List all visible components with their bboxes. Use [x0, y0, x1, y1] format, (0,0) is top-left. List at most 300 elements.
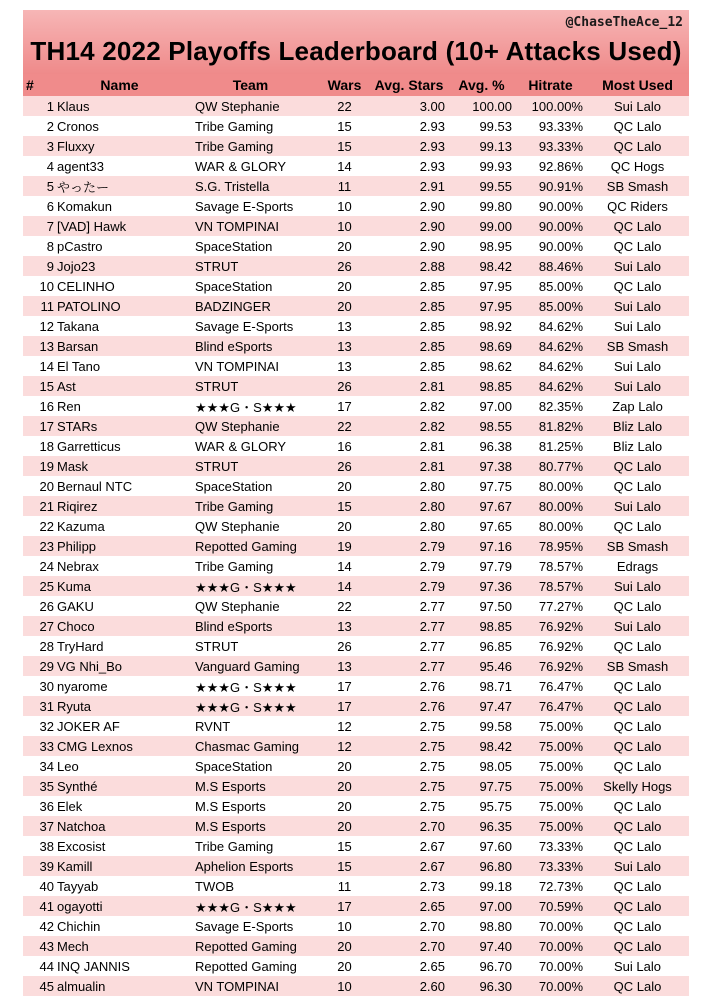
cell-most-used: Edrags	[616, 558, 659, 574]
cell-team: ★★★G・S★★★	[195, 699, 297, 715]
cell-hitrate: 84.62%	[538, 358, 583, 374]
cell-avg-percent: 99.53	[479, 118, 512, 134]
cell-hitrate: 90.91%	[538, 178, 583, 194]
cell-avg-percent: 96.35	[479, 818, 512, 834]
table-header	[23, 74, 689, 96]
cell-name: Leo	[57, 758, 79, 774]
cell-team: Tribe Gaming	[195, 558, 274, 574]
cell-hitrate: 70.00%	[538, 938, 583, 954]
cell-most-used: QC Lalo	[613, 978, 662, 994]
cell-wars: 22	[337, 98, 352, 114]
table-row	[23, 516, 689, 536]
cell-name: Synthé	[57, 778, 98, 794]
cell-wars: 10	[337, 918, 352, 934]
table-row	[23, 796, 689, 816]
cell-team: QW Stephanie	[195, 418, 280, 434]
table-row	[23, 696, 689, 716]
cell-hitrate: 85.00%	[538, 298, 583, 314]
cell-avg-stars: 2.67	[419, 858, 445, 874]
cell-name: ogayotti	[57, 898, 103, 914]
cell-avg-stars: 2.76	[419, 678, 445, 694]
table-row	[23, 556, 689, 576]
cell-avg-percent: 97.95	[479, 278, 512, 294]
table-row	[23, 296, 689, 316]
cell-avg-stars: 2.77	[419, 598, 445, 614]
cell-name: Bernaul NTC	[57, 478, 133, 494]
cell-name: Cronos	[57, 118, 99, 134]
cell-wars: 13	[337, 358, 352, 374]
table-row	[23, 836, 689, 856]
cell-avg-stars: 2.93	[419, 138, 445, 154]
cell-avg-stars: 2.76	[419, 698, 445, 714]
cell-hitrate: 85.00%	[538, 278, 583, 294]
cell-avg-percent: 99.18	[479, 878, 512, 894]
cell-hitrate: 84.62%	[538, 318, 583, 334]
author-handle: @ChaseTheAce_12	[565, 15, 683, 30]
cell-avg-percent: 97.75	[479, 778, 512, 794]
cell-avg-percent: 98.85	[479, 618, 512, 634]
cell-team: BADZINGER	[195, 298, 271, 314]
cell-avg-stars: 2.85	[419, 318, 445, 334]
cell-hitrate: 70.00%	[538, 978, 583, 994]
cell-name: Takana	[57, 318, 99, 334]
cell-avg-percent: 98.62	[479, 358, 512, 374]
table-row	[23, 376, 689, 396]
cell-most-used: Bliz Lalo	[612, 438, 663, 454]
cell-avg-percent: 99.80	[479, 198, 512, 214]
cell-rank: 44	[39, 958, 54, 974]
cell-wars: 17	[337, 398, 352, 414]
table-row	[23, 876, 689, 896]
cell-most-used: Sui Lalo	[614, 98, 661, 114]
cell-wars: 13	[337, 618, 352, 634]
table-body	[23, 96, 689, 996]
cell-avg-percent: 97.16	[479, 538, 512, 554]
cell-most-used: QC Lalo	[613, 678, 662, 694]
table-row	[23, 156, 689, 176]
cell-hitrate: 92.86%	[538, 158, 583, 174]
cell-wars: 10	[337, 978, 352, 994]
cell-name: Kazuma	[57, 518, 105, 534]
cell-avg-stars: 2.85	[419, 278, 445, 294]
cell-hitrate: 73.33%	[538, 838, 583, 854]
cell-avg-percent: 100.00	[472, 98, 512, 114]
cell-wars: 11	[337, 178, 352, 194]
cell-name: Klaus	[57, 98, 90, 114]
cell-wars: 13	[337, 338, 352, 354]
cell-rank: 40	[39, 878, 54, 894]
cell-avg-stars: 2.82	[419, 418, 445, 434]
cell-avg-percent: 97.00	[479, 398, 512, 414]
cell-team: Vanguard Gaming	[195, 658, 300, 674]
table-row	[23, 596, 689, 616]
cell-rank: 25	[39, 578, 54, 594]
cell-avg-stars: 2.90	[419, 218, 445, 234]
cell-wars: 15	[337, 138, 352, 154]
cell-avg-stars: 2.77	[419, 658, 445, 674]
cell-hitrate: 80.00%	[538, 478, 583, 494]
cell-wars: 17	[337, 698, 352, 714]
cell-hitrate: 75.00%	[538, 778, 583, 794]
cell-most-used: Sui Lalo	[614, 578, 661, 594]
cell-rank: 4	[46, 158, 54, 174]
cell-name: Philipp	[57, 538, 97, 554]
cell-hitrate: 75.00%	[538, 738, 583, 754]
cell-wars: 12	[337, 718, 352, 734]
cell-wars: 14	[337, 158, 352, 174]
cell-avg-stars: 2.93	[419, 158, 445, 174]
cell-avg-percent: 95.75	[479, 798, 512, 814]
cell-rank: 23	[39, 538, 54, 554]
cell-avg-percent: 98.05	[479, 758, 512, 774]
table-row	[23, 196, 689, 216]
cell-name: Elek	[57, 798, 83, 814]
cell-wars: 11	[337, 878, 352, 894]
cell-hitrate: 80.00%	[538, 498, 583, 514]
cell-avg-percent: 96.70	[479, 958, 512, 974]
cell-hitrate: 90.00%	[538, 238, 583, 254]
cell-avg-percent: 98.95	[479, 238, 512, 254]
cell-most-used: QC Lalo	[613, 218, 662, 234]
cell-avg-stars: 2.85	[419, 298, 445, 314]
cell-team: STRUT	[195, 258, 239, 274]
header-hitrate: Hitrate	[528, 77, 573, 93]
cell-rank: 28	[39, 638, 54, 654]
cell-name: CELINHO	[57, 278, 115, 294]
cell-name: Nebrax	[57, 558, 99, 574]
cell-avg-stars: 2.65	[419, 898, 445, 914]
cell-rank: 31	[39, 698, 54, 714]
cell-hitrate: 78.95%	[538, 538, 583, 554]
cell-name: Komakun	[57, 198, 112, 214]
cell-avg-percent: 98.69	[479, 338, 512, 354]
cell-most-used: QC Lalo	[613, 238, 662, 254]
cell-name: TryHard	[57, 638, 104, 654]
cell-hitrate: 75.00%	[538, 718, 583, 734]
cell-avg-stars: 3.00	[419, 98, 445, 114]
cell-team: QW Stephanie	[195, 518, 280, 534]
cell-avg-percent: 98.92	[479, 318, 512, 334]
cell-wars: 20	[337, 958, 352, 974]
cell-avg-percent: 99.93	[479, 158, 512, 174]
table-row	[23, 916, 689, 936]
cell-most-used: SB Smash	[606, 658, 669, 674]
cell-team: ★★★G・S★★★	[195, 679, 297, 695]
cell-avg-percent: 96.80	[479, 858, 512, 874]
cell-name: Ryuta	[57, 698, 91, 714]
header-name: Name	[100, 77, 139, 93]
cell-name: Mech	[57, 938, 89, 954]
cell-most-used: Sui Lalo	[614, 258, 661, 274]
cell-name: Kuma	[57, 578, 91, 594]
cell-rank: 24	[39, 558, 54, 574]
cell-rank: 37	[39, 818, 54, 834]
cell-name: Ast	[57, 378, 76, 394]
cell-most-used: Bliz Lalo	[612, 418, 663, 434]
cell-most-used: Sui Lalo	[614, 498, 661, 514]
cell-avg-stars: 2.85	[419, 338, 445, 354]
cell-most-used: QC Lalo	[613, 598, 662, 614]
cell-avg-percent: 98.85	[479, 378, 512, 394]
cell-rank: 19	[39, 458, 54, 474]
cell-hitrate: 78.57%	[538, 578, 583, 594]
cell-name: agent33	[57, 158, 104, 174]
cell-avg-percent: 97.65	[479, 518, 512, 534]
cell-hitrate: 75.00%	[538, 818, 583, 834]
cell-wars: 19	[337, 538, 352, 554]
header-avg-percent: Avg. %	[458, 77, 505, 93]
table-row	[23, 676, 689, 696]
cell-rank: 2	[46, 118, 54, 134]
cell-avg-stars: 2.80	[419, 478, 445, 494]
cell-name: STARs	[57, 418, 98, 434]
cell-team: Blind eSports	[195, 338, 273, 354]
table-row	[23, 736, 689, 756]
cell-avg-stars: 2.79	[419, 578, 445, 594]
cell-team: VN TOMPINAI	[195, 978, 280, 994]
cell-most-used: Sui Lalo	[614, 298, 661, 314]
cell-avg-percent: 99.55	[479, 178, 512, 194]
cell-team: Repotted Gaming	[195, 538, 297, 554]
cell-avg-percent: 97.40	[479, 938, 512, 954]
cell-name: [VAD] Hawk	[57, 218, 127, 234]
cell-team: ★★★G・S★★★	[195, 399, 297, 415]
cell-hitrate: 84.62%	[538, 378, 583, 394]
cell-name: Natchoa	[57, 818, 106, 834]
cell-avg-percent: 97.95	[479, 298, 512, 314]
cell-wars: 20	[337, 758, 352, 774]
cell-name: pCastro	[57, 238, 103, 254]
cell-hitrate: 72.73%	[538, 878, 583, 894]
cell-rank: 43	[39, 938, 54, 954]
cell-most-used: Sui Lalo	[614, 618, 661, 634]
cell-team: Chasmac Gaming	[195, 738, 300, 754]
cell-hitrate: 88.46%	[538, 258, 583, 274]
cell-team: SpaceStation	[195, 478, 273, 494]
cell-most-used: QC Hogs	[610, 158, 665, 174]
cell-most-used: Zap Lalo	[612, 398, 663, 414]
cell-avg-stars: 2.90	[419, 198, 445, 214]
table-row	[23, 856, 689, 876]
cell-most-used: Sui Lalo	[614, 358, 661, 374]
cell-wars: 20	[337, 238, 352, 254]
cell-avg-stars: 2.80	[419, 498, 445, 514]
cell-name: Chichin	[57, 918, 101, 934]
cell-team: QW Stephanie	[195, 98, 280, 114]
table-row	[23, 236, 689, 256]
cell-avg-percent: 97.60	[479, 838, 512, 854]
cell-avg-percent: 97.36	[479, 578, 512, 594]
cell-hitrate: 93.33%	[538, 138, 583, 154]
cell-team: Aphelion Esports	[195, 858, 294, 874]
table-row	[23, 616, 689, 636]
cell-team: Tribe Gaming	[195, 138, 274, 154]
cell-most-used: QC Lalo	[613, 758, 662, 774]
table-row	[23, 316, 689, 336]
cell-avg-percent: 96.30	[479, 978, 512, 994]
cell-team: Savage E-Sports	[195, 918, 294, 934]
table-row	[23, 216, 689, 236]
cell-team: VN TOMPINAI	[195, 358, 280, 374]
cell-name: Mask	[57, 458, 89, 474]
cell-rank: 20	[39, 478, 54, 494]
cell-hitrate: 73.33%	[538, 858, 583, 874]
cell-team: STRUT	[195, 458, 239, 474]
cell-rank: 5	[46, 178, 54, 194]
cell-avg-stars: 2.81	[419, 378, 445, 394]
cell-wars: 15	[337, 498, 352, 514]
cell-rank: 17	[39, 418, 54, 434]
table-row	[23, 936, 689, 956]
cell-name: Fluxxy	[57, 138, 95, 154]
cell-wars: 13	[337, 658, 352, 674]
cell-rank: 14	[39, 358, 54, 374]
cell-avg-stars: 2.81	[419, 458, 445, 474]
cell-avg-stars: 2.75	[419, 778, 445, 794]
cell-hitrate: 81.25%	[538, 438, 583, 454]
cell-avg-stars: 2.70	[419, 918, 445, 934]
cell-wars: 17	[337, 678, 352, 694]
cell-name: Ren	[57, 398, 81, 414]
table-row	[23, 536, 689, 556]
table-row	[23, 496, 689, 516]
cell-most-used: QC Lalo	[613, 738, 662, 754]
cell-avg-stars: 2.75	[419, 718, 445, 734]
table-row	[23, 436, 689, 456]
cell-wars: 26	[337, 458, 352, 474]
cell-most-used: QC Lalo	[613, 878, 662, 894]
cell-hitrate: 93.33%	[538, 118, 583, 134]
cell-wars: 13	[337, 318, 352, 334]
cell-avg-stars: 2.77	[419, 618, 445, 634]
cell-rank: 33	[39, 738, 54, 754]
cell-most-used: QC Lalo	[613, 798, 662, 814]
cell-avg-percent: 99.58	[479, 718, 512, 734]
cell-hitrate: 80.00%	[538, 518, 583, 534]
cell-hitrate: 81.82%	[538, 418, 583, 434]
cell-rank: 9	[46, 258, 54, 274]
cell-most-used: QC Lalo	[613, 518, 662, 534]
cell-avg-stars: 2.88	[419, 258, 445, 274]
cell-avg-stars: 2.82	[419, 398, 445, 414]
cell-wars: 17	[337, 898, 352, 914]
cell-rank: 38	[39, 838, 54, 854]
cell-hitrate: 77.27%	[538, 598, 583, 614]
cell-name: El Tano	[57, 358, 101, 374]
cell-hitrate: 76.92%	[538, 658, 583, 674]
cell-team: SpaceStation	[195, 758, 273, 774]
cell-avg-percent: 98.42	[479, 258, 512, 274]
cell-hitrate: 84.62%	[538, 338, 583, 354]
cell-wars: 15	[337, 858, 352, 874]
cell-avg-percent: 97.00	[479, 898, 512, 914]
cell-rank: 13	[39, 338, 54, 354]
header-team: Team	[232, 77, 269, 93]
cell-wars: 12	[337, 738, 352, 754]
cell-team: Repotted Gaming	[195, 958, 297, 974]
cell-rank: 18	[39, 438, 54, 454]
cell-name: Jojo23	[57, 258, 96, 274]
cell-avg-stars: 2.60	[419, 978, 445, 994]
cell-name: JOKER AF	[57, 718, 120, 734]
cell-hitrate: 70.59%	[538, 898, 583, 914]
cell-avg-percent: 98.80	[479, 918, 512, 934]
cell-hitrate: 76.47%	[538, 678, 583, 694]
cell-rank: 16	[39, 398, 54, 414]
cell-wars: 20	[337, 478, 352, 494]
header-wars: Wars	[327, 77, 362, 93]
cell-avg-stars: 2.85	[419, 358, 445, 374]
cell-avg-stars: 2.90	[419, 238, 445, 254]
cell-name: Kamill	[57, 858, 93, 874]
table-row	[23, 896, 689, 916]
cell-team: S.G. Tristella	[195, 178, 270, 194]
cell-rank: 27	[39, 618, 54, 634]
cell-most-used: Skelly Hogs	[603, 778, 672, 794]
cell-most-used: Sui Lalo	[614, 378, 661, 394]
cell-wars: 26	[337, 638, 352, 654]
cell-rank: 34	[39, 758, 54, 774]
cell-rank: 36	[39, 798, 54, 814]
cell-most-used: SB Smash	[606, 538, 669, 554]
cell-rank: 6	[46, 198, 54, 214]
cell-wars: 26	[337, 258, 352, 274]
cell-rank: 21	[39, 498, 54, 514]
cell-avg-stars: 2.70	[419, 938, 445, 954]
cell-team: STRUT	[195, 378, 239, 394]
cell-team: Repotted Gaming	[195, 938, 297, 954]
cell-hitrate: 70.00%	[538, 918, 583, 934]
cell-wars: 10	[337, 198, 352, 214]
table-row	[23, 116, 689, 136]
cell-team: QW Stephanie	[195, 598, 280, 614]
table-row	[23, 976, 689, 996]
cell-team: ★★★G・S★★★	[195, 579, 297, 595]
cell-hitrate: 76.47%	[538, 698, 583, 714]
cell-avg-percent: 95.46	[479, 658, 512, 674]
cell-name: almualin	[57, 978, 106, 994]
cell-rank: 35	[39, 778, 54, 794]
header-rank: #	[26, 77, 34, 93]
cell-wars: 20	[337, 278, 352, 294]
cell-most-used: QC Lalo	[613, 698, 662, 714]
cell-most-used: SB Smash	[606, 178, 669, 194]
cell-rank: 29	[39, 658, 54, 674]
cell-most-used: Sui Lalo	[614, 858, 661, 874]
cell-most-used: QC Lalo	[613, 138, 662, 154]
cell-name: Tayyab	[57, 878, 99, 894]
cell-team: RVNT	[195, 718, 231, 734]
table-row	[23, 716, 689, 736]
table-row	[23, 656, 689, 676]
title-banner	[23, 10, 689, 74]
cell-avg-stars: 2.80	[419, 518, 445, 534]
cell-avg-stars: 2.77	[419, 638, 445, 654]
cell-most-used: SB Smash	[606, 338, 669, 354]
cell-team: VN TOMPINAI	[195, 218, 280, 234]
cell-team: Tribe Gaming	[195, 118, 274, 134]
cell-avg-percent: 97.50	[479, 598, 512, 614]
cell-team: M.S Esports	[195, 778, 266, 794]
cell-avg-percent: 97.75	[479, 478, 512, 494]
cell-wars: 15	[337, 838, 352, 854]
cell-avg-stars: 2.75	[419, 758, 445, 774]
cell-team: WAR & GLORY	[195, 438, 287, 454]
cell-most-used: Sui Lalo	[614, 318, 661, 334]
cell-wars: 22	[337, 418, 352, 434]
header-avg-stars: Avg. Stars	[374, 77, 444, 93]
cell-hitrate: 75.00%	[538, 798, 583, 814]
